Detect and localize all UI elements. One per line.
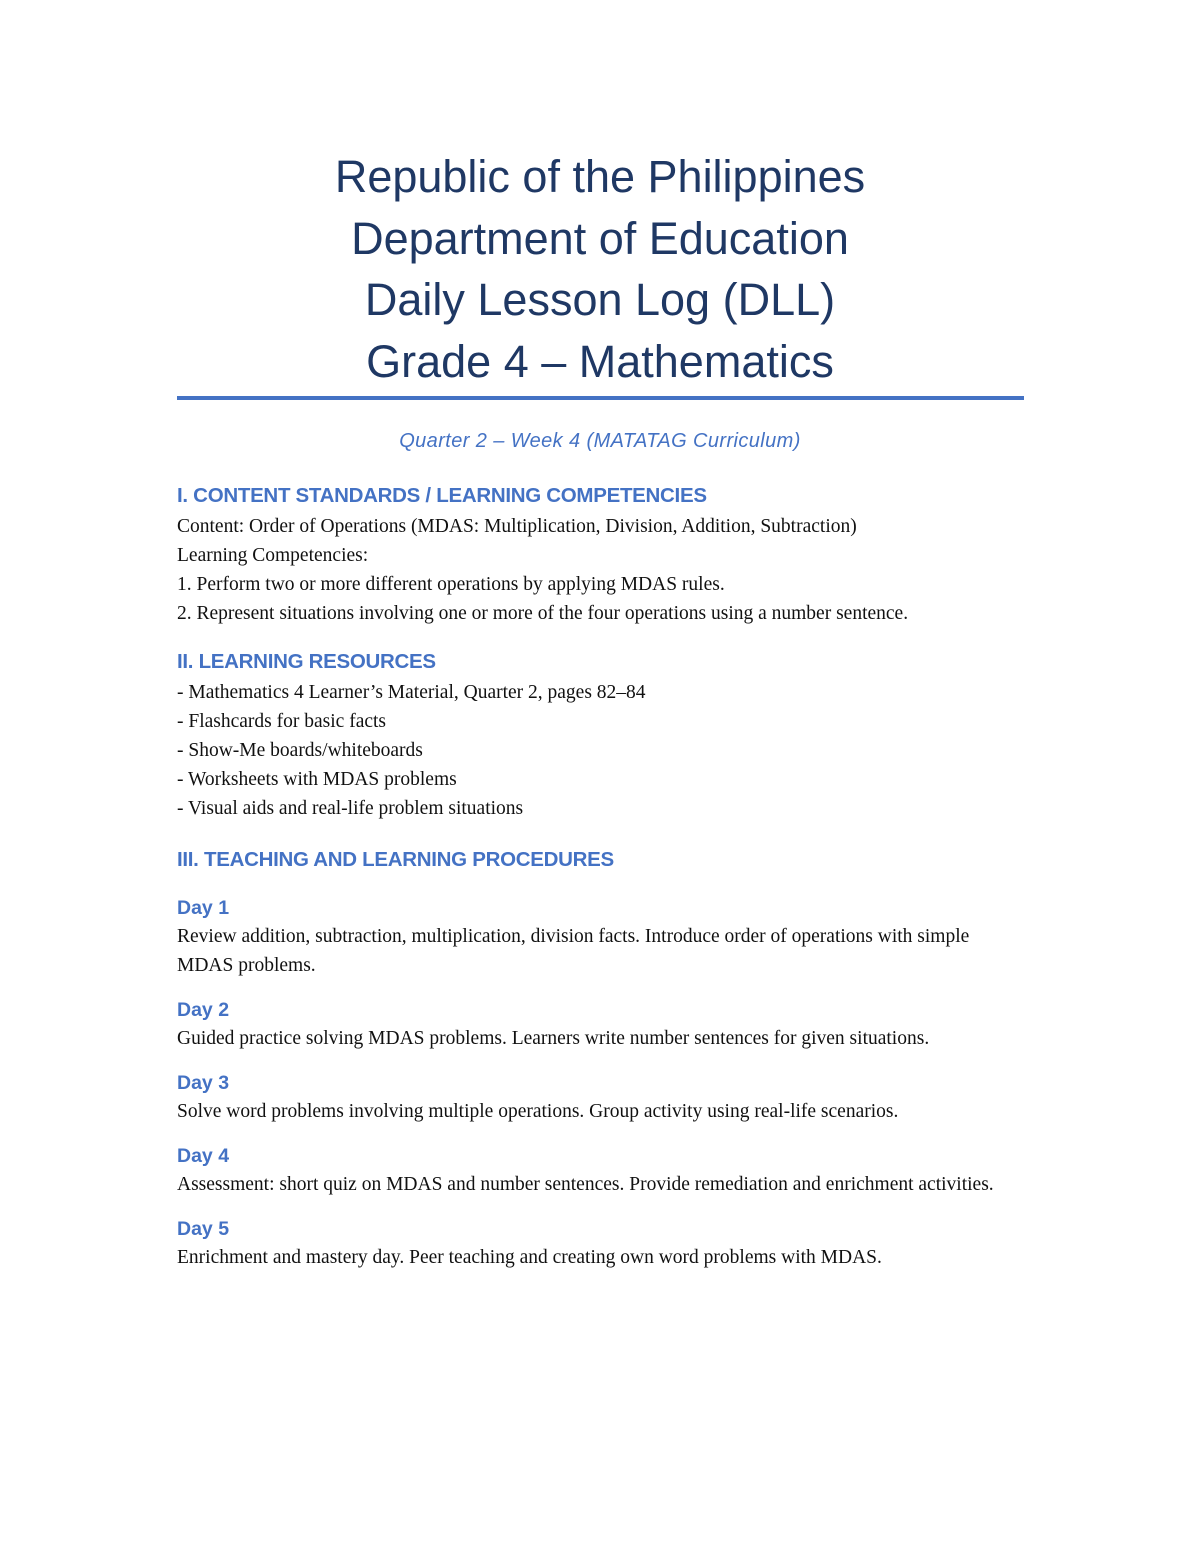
document-body xyxy=(177,484,1027,1272)
title-line-dll: Daily Lesson Log (DLL) xyxy=(364,274,836,325)
day-heading: Day 4 xyxy=(177,1145,230,1167)
content-statement: Content: Order of Operations (MDAS: Multiplication, Division, Addition, Subtraction) xyxy=(177,516,857,537)
title-line-department: Department of Education xyxy=(351,212,849,264)
competency-item: 2. Represent situations involving one or more of the four operations using a number sentence. xyxy=(177,603,909,624)
day-description: Guided practice solving MDAS problems. Learners write number sentences for given situations. xyxy=(177,1028,930,1049)
section-heading-learning-resources: II. LEARNING RESOURCES xyxy=(177,650,436,673)
day-description: Review addition, subtraction, multiplication, division facts. Introduce order of operations with simple MDAS problems. xyxy=(177,926,970,976)
section-heading-procedures: III. TEACHING AND LEARNING PROCEDURES xyxy=(177,848,614,871)
day-description: Solve word problems involving multiple operations. Group activity using real-life scenarios. xyxy=(177,1101,899,1122)
competency-item: 1. Perform two or more different operations by applying MDAS rules. xyxy=(177,574,725,595)
day-block xyxy=(177,1072,1027,1126)
resource-item: - Worksheets with MDAS problems xyxy=(177,769,457,790)
document-subtitle: Quarter 2 – Week 4 (MATATAG Curriculum) xyxy=(399,430,801,452)
title-divider xyxy=(177,396,1024,400)
day-heading: Day 5 xyxy=(177,1218,230,1240)
section-content-standards xyxy=(177,484,1027,628)
resource-item: - Mathematics 4 Learner’s Material, Quarter 2, pages 82–84 xyxy=(177,682,646,703)
day-description: Enrichment and mastery day. Peer teaching and creating own word problems with MDAS. xyxy=(177,1247,882,1268)
section-heading-content-standards: I. CONTENT STANDARDS / LEARNING COMPETENCIES xyxy=(177,484,707,507)
section-procedures xyxy=(177,848,1027,1272)
day-block xyxy=(177,897,1027,980)
day-block xyxy=(177,1218,1027,1272)
section-learning-resources xyxy=(177,650,1027,823)
day-block xyxy=(177,999,1027,1053)
day-heading: Day 3 xyxy=(177,1072,230,1094)
competencies-label: Learning Competencies: xyxy=(177,545,369,566)
document-title xyxy=(0,146,1200,392)
resource-item: - Show-Me boards/whiteboards xyxy=(177,740,423,761)
resource-item: - Flashcards for basic facts xyxy=(177,711,387,732)
day-block xyxy=(177,1145,1027,1199)
day-heading: Day 2 xyxy=(177,999,230,1021)
day-heading: Day 1 xyxy=(177,897,230,919)
resource-item: - Visual aids and real-life problem situations xyxy=(177,798,524,819)
day-description: Assessment: short quiz on MDAS and number sentences. Provide remediation and enrichment activities. xyxy=(177,1174,994,1195)
title-line-republic: Republic of the Philippines xyxy=(334,151,866,202)
title-line-grade: Grade 4 – Mathematics xyxy=(366,335,834,387)
